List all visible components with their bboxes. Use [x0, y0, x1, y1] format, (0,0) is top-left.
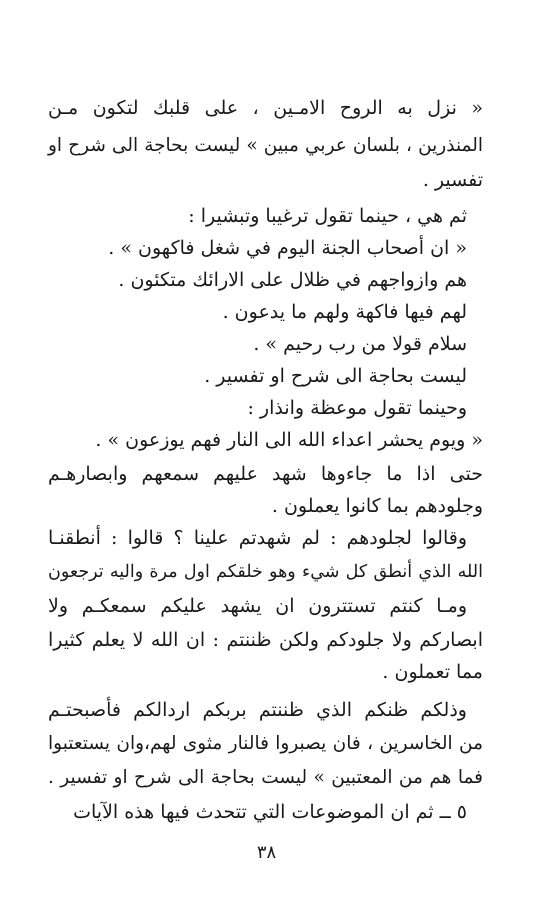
- text-line: وحينما تقول موعظة وانذار :: [247, 397, 467, 419]
- text-line: وذلكم ظنكم الذي ظننتم بربكم اردالكم فأصبحتـم: [48, 699, 467, 721]
- text-line: وقالوا لجلودهم : لم شهدتم علينا ؟ قالوا : أنطقنـا: [48, 527, 467, 549]
- text-line: وجلودهم بما كانوا يعملون .: [271, 495, 483, 517]
- text-line: « ان أصحاب الجنة اليوم في شغل فاكهون » .: [108, 237, 467, 259]
- text-line: سلام قولا من رب رحيم » .: [253, 333, 467, 355]
- text-line: هم وازواجهم في ظلال على الارائك متكئون .: [118, 269, 467, 291]
- text-line: ومـا كنتم تستترون ان يشهد عليكم سمعكـم ولا: [48, 595, 467, 617]
- text-line: المنذرين ، بلسان عربي مبين » ليست بحاجة الى شرح او: [48, 135, 483, 156]
- text-line: من الخاسرين ، فان يصبروا فالنار مثوى لهم،وان يستعتبوا: [48, 733, 483, 754]
- page-number: ٣٨: [256, 842, 277, 863]
- text-line: « نزل به الروح الامـين ، على قلبك لتكون مـن: [48, 97, 483, 119]
- text-line: ابصاركم ولا جلودكم ولكن ظننتم : ان الله لا يعلم كثيرا: [48, 629, 483, 651]
- text-line: فما هم من المعتبين » ليست بحاجة الى شرح او تفسير .: [48, 767, 483, 788]
- text-line: ٥ ــ ثم ان الموضوعات التي تتحدث فيها هذه الآيات: [73, 801, 467, 823]
- text-line: حتى اذا ما جاءوها شهد عليهم سمعهم وابصارهـم: [48, 463, 483, 485]
- text-line: تفسير .: [422, 169, 483, 191]
- text-line: الله الذي أنطق كل شيء وهو خلقكم اول مرة واليه ترجعون: [48, 562, 483, 582]
- text-line: مما تعملون .: [382, 661, 483, 683]
- text-line: ليست بحاجة الى شرح او تفسير .: [204, 365, 467, 387]
- text-line: لهم فيها فاكهة ولهم ما يدعون .: [222, 301, 467, 323]
- text-line: ثم هي ، حينما تقول ترغيبا وتبشيرا :: [188, 205, 467, 227]
- text-line: « ويوم يحشر اعداء الله الى النار فهم يوزعون » .: [95, 429, 483, 451]
